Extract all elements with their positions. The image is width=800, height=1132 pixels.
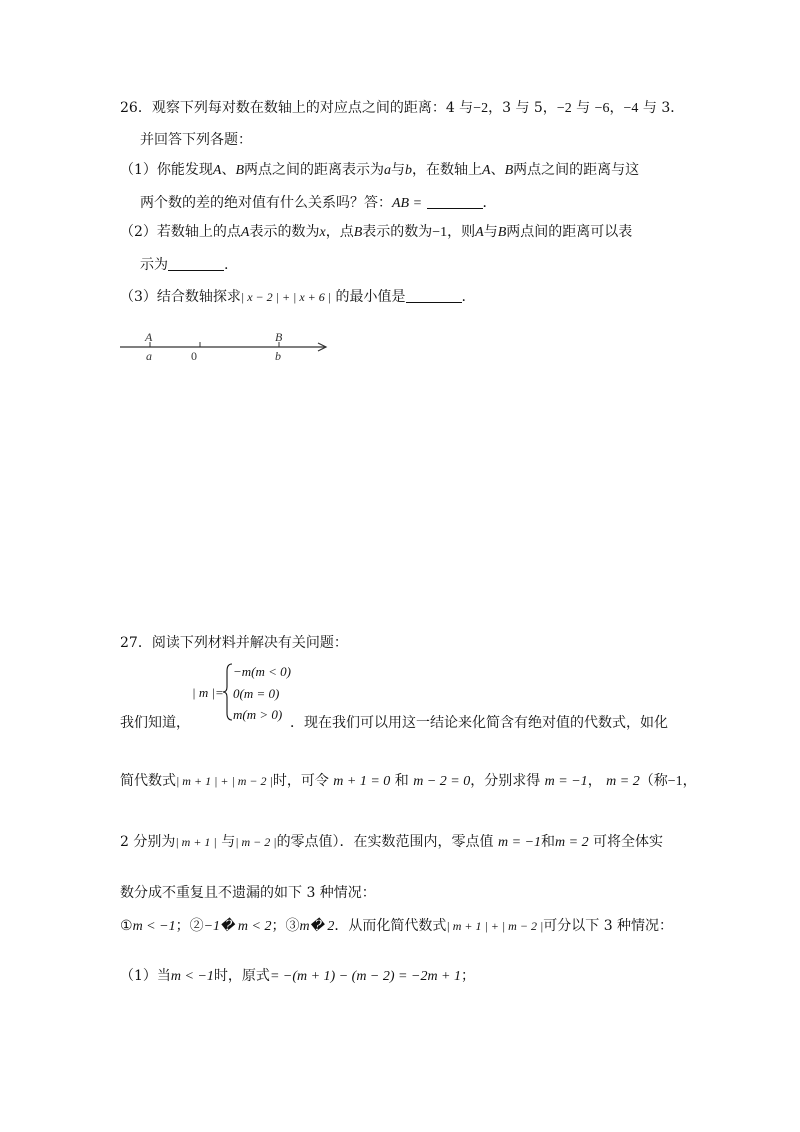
q27-line-3: 2 分别为| m + 1 | 与| m − 2 |的零点值）．在实数范围内，零点值 m = −1和m = 2 可将全体实 [120, 834, 664, 850]
q26-number: 26． [120, 100, 152, 116]
q26-part1-line-1: （1）你能发现A、B两点之间的距离表示为a与b，在数轴上A、B两点之间的距离与这 [120, 162, 640, 178]
point-A-label: A [145, 330, 153, 344]
q26-part2-line-2: 示为 . [140, 257, 229, 273]
answer-blank-3[interactable] [406, 288, 462, 303]
q27-title-line: 27．阅读下列材料并解决有关问题： [120, 635, 348, 651]
answer-blank-2[interactable] [168, 256, 224, 271]
q26-part3-line: （3）结合数轴探求| x − 2 | + | x + 6 | 的最小值是 . [120, 289, 466, 305]
point-B-label: B [275, 330, 283, 344]
q27-number: 27． [120, 635, 152, 651]
tick-b-label: b [275, 349, 281, 363]
q27-line-5: ①m < −1；②−1� m < 2；③m� 2．从而化简代数式| m + 1 | + | m − 2 |可分以下 3 种情况： [120, 918, 674, 934]
q27-line-1b: ．现在我们可以用这一结论来化简含有绝对值的代数式，如化 [290, 715, 668, 731]
q27-line-6: （1）当m < −1时，原式= −(m + 1) − (m − 2) = −2m + 1； [120, 968, 475, 984]
q26-line-1: 26．观察下列每对数在数轴上的对应点之间的距离：4 与−2，3 与 5，−2 与 −6，−4 与 3． [120, 100, 685, 116]
q27-line-2: 简代数式| m + 1 | + | m − 2 |时，可令 m + 1 = 0 和 m − 2 = 0，分别求得 m = −1， m = 2（称−1， [120, 773, 697, 789]
q26-part1-line-2: 两个数的差的绝对值有什么关系吗？答：AB = ． [140, 195, 497, 211]
q26-part2-line-1: （2）若数轴上的点A表示的数为x，点B表示的数为−1，则A与B两点间的距离可以表 [120, 224, 633, 240]
piecewise-case-1: −m(m < 0) [233, 664, 291, 679]
tick-zero-label: 0 [191, 349, 197, 363]
q27-line-4: 数分成不重复且不遗漏的如下 3 种情况： [120, 885, 376, 901]
abs-definition-lhs: | m |= [192, 685, 224, 700]
number-line [118, 325, 338, 365]
q26-line-2: 并回答下列各题： [140, 132, 252, 148]
answer-blank-1[interactable] [427, 194, 483, 209]
q27-line-1a: 我们知道， [120, 715, 190, 731]
tick-a-label: a [146, 349, 152, 363]
piecewise-case-2: 0(m = 0) [233, 686, 280, 701]
piecewise-case-3: m(m > 0) [233, 707, 283, 722]
